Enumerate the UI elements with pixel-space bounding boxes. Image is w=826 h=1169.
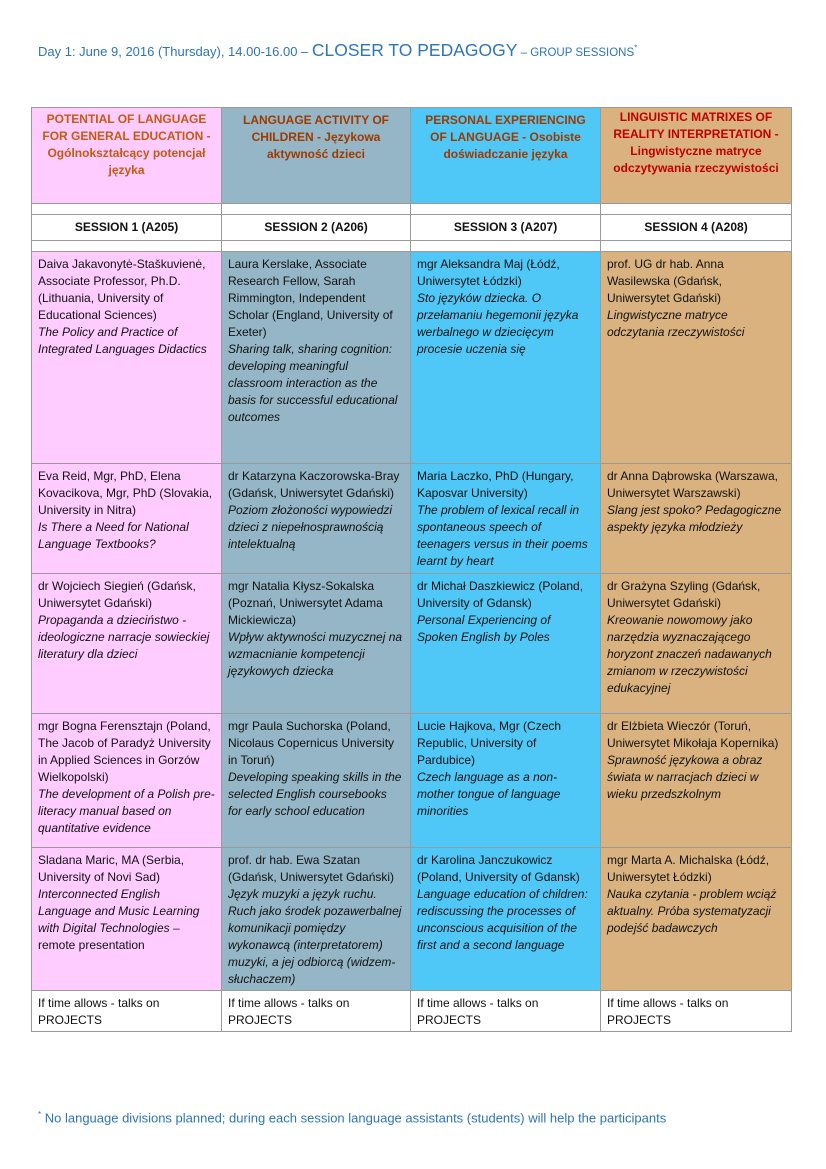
theme-header-4: LINGUISTIC MATRIXES OF REALITY INTERPRETATION - Lingwistyczne matryce odczytywania rzeczywistości — [601, 108, 792, 204]
session-row — [32, 215, 792, 241]
talk-cell — [32, 848, 222, 991]
projects-note-2: If time allows - talks on PROJECTS — [222, 991, 411, 1032]
talk-title: The Policy and Practice of Integrated Languages Didactics — [38, 325, 207, 356]
header-suffix: – GROUP SESSIONS — [517, 47, 635, 59]
footnote — [38, 1110, 666, 1125]
talk-title: The problem of lexical recall in spontaneous speech of teenagers versus in their poems learnt by heart — [417, 503, 588, 568]
talk-title: The development of a Polish pre-literacy manual based on quantitative evidence — [38, 787, 215, 835]
talk-author: Eva Reid, Mgr, PhD, Elena Kovacikova, Mgr, PhD (Slovakia, University in Nitra) — [38, 469, 213, 517]
talk-title: Lingwistyczne matryce odczytania rzeczywistości — [607, 308, 745, 339]
talk-author: dr Karolina Janczukowicz (Poland, University of Gdansk) — [417, 853, 580, 884]
talk-author: mgr Aleksandra Maj (Łódź, Uniwersytet Łódzki) — [417, 257, 560, 288]
talk-author: mgr Paula Suchorska (Poland, Nicolaus Copernicus University in Toruń) — [228, 719, 395, 767]
talk-author: dr Elżbieta Wieczór (Toruń, Uniwersytet Mikołaja Kopernika) — [607, 719, 779, 750]
talk-author: Laura Kerslake, Associate Research Fellow, Sarah Rimmington, Independent Scholar (England, University of Exeter) — [228, 257, 393, 339]
talk-cell — [222, 574, 411, 714]
header-prefix: Day 1: June 9, 2016 (Thursday), 14.00-16.00 – — [38, 44, 312, 59]
talk-cell — [411, 464, 601, 574]
talk-cell — [32, 574, 222, 714]
talk-row — [32, 714, 792, 848]
talk-cell — [32, 464, 222, 574]
talk-author: dr Grażyna Szyling (Gdańsk, Uniwersytet Gdański) — [607, 579, 761, 610]
theme-header-3: PERSONAL EXPERIENCING OF LANGUAGE - Osobiste doświadczanie języka — [411, 108, 601, 204]
talk-author: prof. dr hab. Ewa Szatan (Gdańsk, Uniwersytet Gdański) — [228, 853, 395, 884]
talk-title: Propaganda a dzieciństwo - ideologiczne narracje sowieckiej literatury dla dzieci — [38, 613, 210, 661]
page-header — [38, 40, 637, 61]
talk-author: prof. UG dr hab. Anna Wasilewska (Gdańsk, Uniwersytet Gdański) — [607, 257, 724, 305]
spacer-row — [32, 241, 792, 252]
projects-note-1: If time allows - talks on PROJECTS — [32, 991, 222, 1032]
projects-note-4: If time allows - talks on PROJECTS — [601, 991, 792, 1032]
projects-row — [32, 991, 792, 1032]
header-main-title: CLOSER TO PEDAGOGY — [311, 40, 518, 60]
talk-author: mgr Marta A. Michalska (Łódź, Uniwersytet Łódzki) — [607, 853, 770, 884]
footnote-text: No language divisions planned; during each session language assistants (students) will help the participants — [41, 1110, 667, 1126]
talk-cell — [222, 848, 411, 991]
talk-title: Wpływ aktywności muzycznej na wzmacnianie kompetencji językowych dziecka — [228, 630, 403, 678]
talk-title: Is There a Need for National Language Textbooks? — [38, 520, 189, 551]
talk-author: Maria Laczko, PhD (Hungary, Kaposvar University) — [417, 469, 574, 500]
talk-cell — [601, 714, 792, 848]
talk-cell — [601, 252, 792, 464]
talk-cell — [222, 714, 411, 848]
talk-title: Sharing talk, sharing cognition: developing meaningful classroom interaction as the basis for successful educational outcomes — [228, 342, 398, 424]
talk-cell — [411, 714, 601, 848]
header-footnote-mark: * — [634, 43, 638, 53]
talk-author: Lucie Hajkova, Mgr (Czech Republic, University of Pardubice) — [417, 719, 562, 767]
talk-author: dr Anna Dąbrowska (Warszawa, Uniwersytet Warszawski) — [607, 469, 778, 500]
talk-title: Poziom złożoności wypowiedzi dzieci z niepełnosprawnością intelektualną — [228, 503, 393, 551]
schedule-table — [31, 107, 792, 1032]
talk-row — [32, 848, 792, 991]
talk-row — [32, 252, 792, 464]
theme-header-1: POTENTIAL OF LANGUAGE FOR GENERAL EDUCATION - Ogólnokształcący potencjał języka — [32, 108, 222, 204]
talk-title: Interconnected English Language and Music Learning with Digital Technologies – — [38, 887, 200, 935]
talk-cell — [601, 574, 792, 714]
talk-title: Personal Experiencing of Spoken English by Poles — [417, 613, 551, 644]
session-label-4: SESSION 4 (A208) — [601, 215, 792, 241]
talk-cell — [222, 464, 411, 574]
session-label-2: SESSION 2 (A206) — [222, 215, 411, 241]
talk-title: Developing speaking skills in the selected English coursebooks for early school education — [228, 770, 402, 818]
talk-cell — [601, 848, 792, 991]
talk-cell — [222, 252, 411, 464]
talk-author: dr Wojciech Siegień (Gdańsk, Uniwersytet Gdański) — [38, 579, 196, 610]
talk-author: Daiva Jakavonytė-Staškuvienė, Associate Professor, Ph.D. (Lithuania, University of Educational Sciences) — [38, 257, 206, 322]
theme-header-2: LANGUAGE ACTIVITY OF CHILDREN - Językowa aktywność dzieci — [222, 108, 411, 204]
talk-row — [32, 464, 792, 574]
projects-note-3: If time allows - talks on PROJECTS — [411, 991, 601, 1032]
talk-row — [32, 574, 792, 714]
talk-cell — [601, 464, 792, 574]
talk-title: Slang jest spoko? Pedagogiczne aspekty języka młodzieży — [607, 503, 782, 534]
footnote-mark: * — [38, 1110, 42, 1119]
talk-title: Sto języków dziecka. O przełamaniu hegemonii języka werbalnego w dziecięcym procesie uczenia się — [417, 291, 579, 356]
session-label-1: SESSION 1 (A205) — [32, 215, 222, 241]
spacer-row — [32, 204, 792, 215]
talk-title: Czech language as a non-mother tongue of language minorities — [417, 770, 561, 818]
talk-cell — [411, 252, 601, 464]
theme-header-row — [32, 108, 792, 204]
talk-title: Nauka czytania - problem wciąż aktualny. Próba systematyzacji podejść badawczych — [607, 887, 777, 935]
talk-title: Język muzyki a język ruchu. Ruch jako środek pozawerbalnej komunikacji pomiędzy wykonawcą (interpretatorem) muzyki, a jej odbiorcą (widzem-słuchaczem) — [228, 887, 402, 986]
talk-author: Sladana Maric, MA (Serbia, University of Novi Sad) — [38, 853, 185, 884]
talk-cell — [32, 252, 222, 464]
talk-author: mgr Bogna Ferensztajn (Poland, The Jacob of Paradyż University in Applied Sciences in Gorzów Wielkopolski) — [38, 719, 211, 784]
talk-title: Sprawność językowa a obraz świata w narracjach dzieci w wieku przedszkolnym — [607, 753, 763, 801]
talk-cell — [411, 574, 601, 714]
talk-title: Kreowanie nowomowy jako narzędzia wyznaczającego horyzont znaczeń nadawanych zmianom w rzeczywistości edukacyjnej — [607, 613, 772, 695]
talk-author: mgr Natalia Kłysz-Sokalska (Poznań, Uniwersytet Adama Mickiewicza) — [228, 579, 383, 627]
talk-author: dr Michał Daszkiewicz (Poland, University of Gdansk) — [417, 579, 584, 610]
talk-author: dr Katarzyna Kaczorowska-Bray (Gdańsk, Uniwersytet Gdański) — [228, 469, 400, 500]
talk-cell — [411, 848, 601, 991]
talk-note: remote presentation — [38, 938, 145, 952]
talk-cell — [32, 714, 222, 848]
talk-title: Language education of children: rediscussing the processes of unconscious acquisition of the first and a second language — [417, 887, 588, 952]
session-label-3: SESSION 3 (A207) — [411, 215, 601, 241]
